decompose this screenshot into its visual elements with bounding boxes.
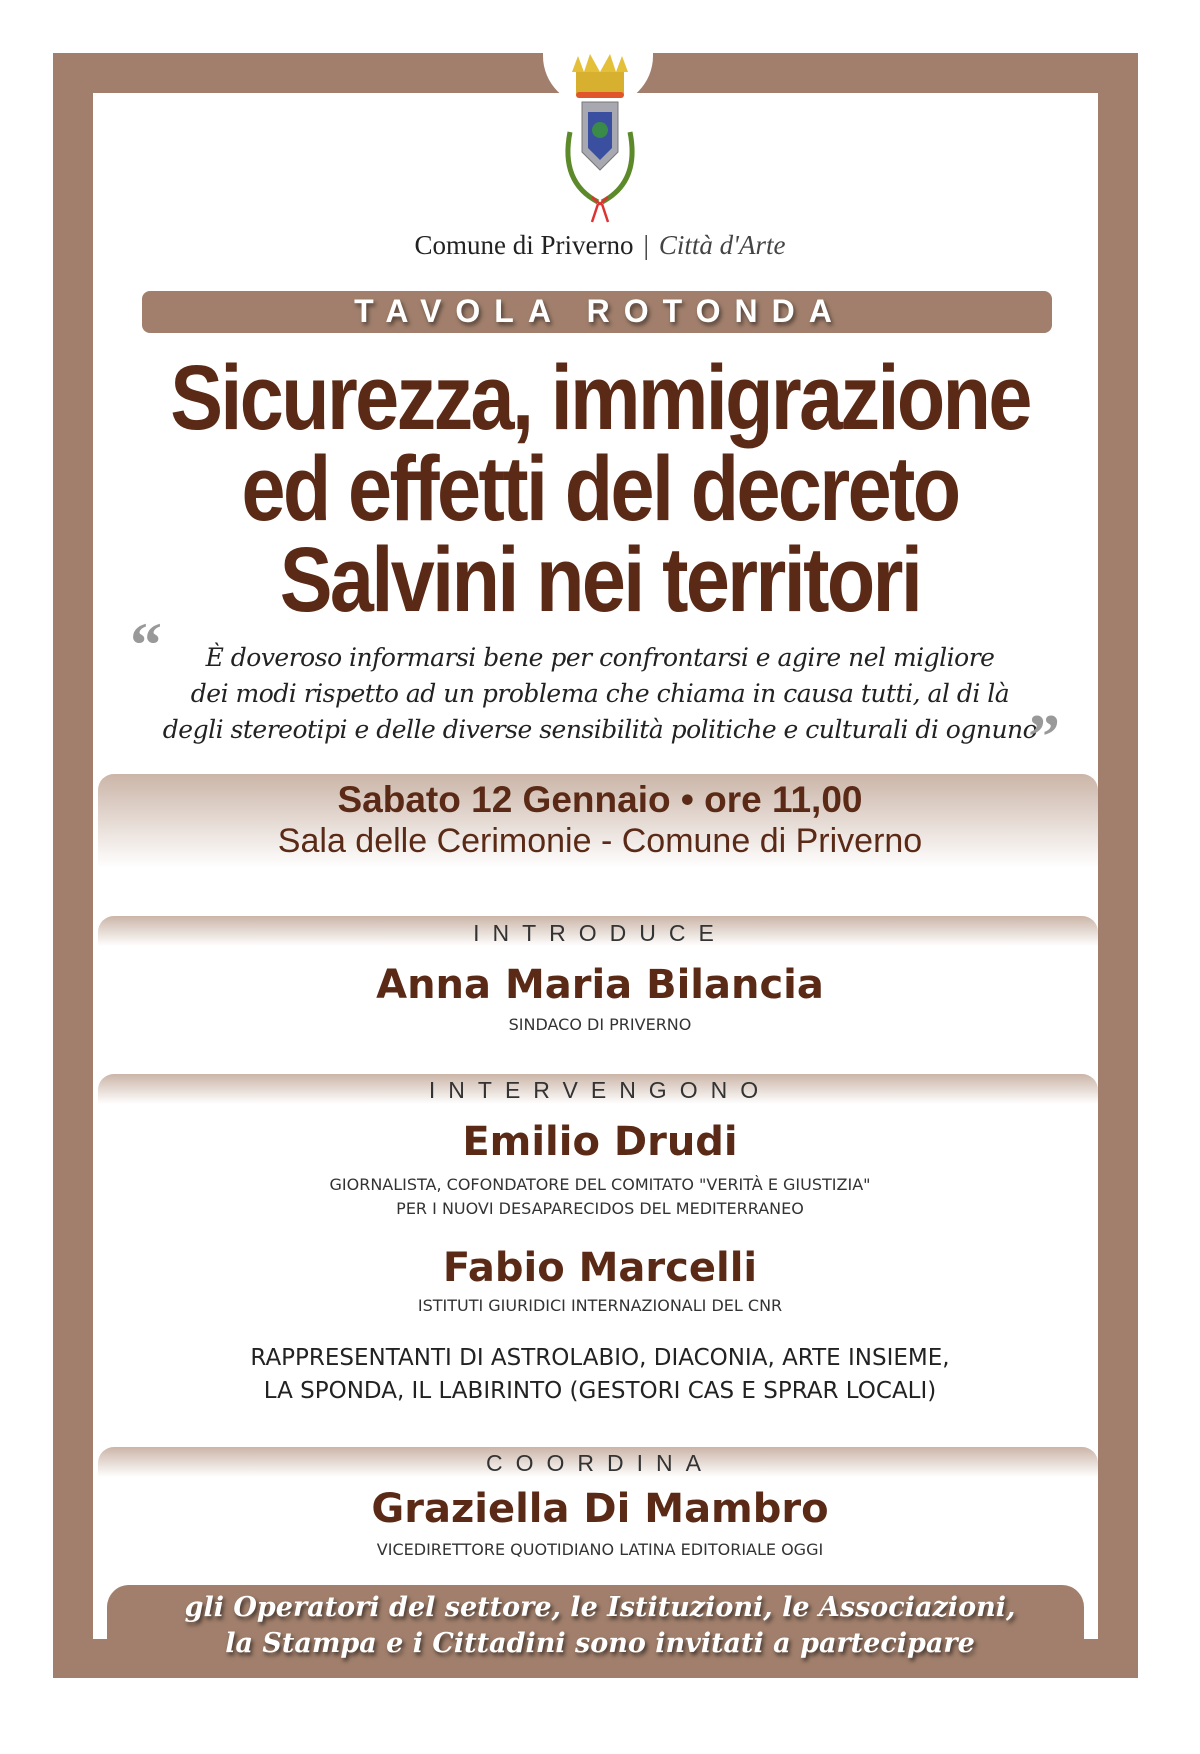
moderator-name: Graziella Di Mambro [371,1486,829,1532]
speaker-role [0,1173,1200,1221]
coat-of-arms-icon [520,52,680,252]
title-line-3: Salvini nei territori [279,529,921,631]
introducer-role: SINDACO DI PRIVERNO [508,1015,692,1034]
intervengono-label: INTERVENGONO [428,1077,772,1103]
speaker-name: Fabio Marcelli [442,1245,758,1291]
municipality-name: Comune di Priverno [414,230,634,260]
header-separator: | [643,230,649,260]
representatives [0,1342,1200,1408]
municipality-header [0,230,1200,261]
speaker-role [0,1294,1200,1318]
introduce-label: INTRODUCE [473,920,727,946]
moderator-role: VICEDIRETTORE QUOTIDIANO LATINA EDITORIALE OGGI [376,1540,824,1559]
speaker-role-line: GIORNALISTA, COFONDATORE DEL COMITATO "VERITÀ E GIUSTIZIA" [329,1175,871,1194]
quote-text [0,640,1200,748]
quote-close-icon: ” [1028,701,1060,772]
event-type: TAVOLA ROTONDA [354,293,846,329]
invite-line: la Stampa e i Cittadini sono invitati a partecipare [225,1628,975,1659]
invite-text [0,1590,1200,1662]
introducer-name: Anna Maria Bilancia [376,962,824,1008]
speaker-role-line: PER I NUOVI DESAPARECIDOS DEL MEDITERRANEO [396,1199,804,1218]
quote-open-icon: “ [130,609,162,680]
crown-icon [572,54,628,98]
speaker-role-line: ISTITUTI GIURIDICI INTERNAZIONALI DEL CNR [417,1296,783,1315]
event-place: Sala delle Cerimonie - Comune di Priverno [277,822,923,860]
quote-line: degli stereotipi e delle diverse sensibilità politiche e culturali di ognuno [162,715,1038,744]
speaker-name: Emilio Drudi [462,1119,738,1165]
representatives-line: RAPPRESENTANTI DI ASTROLABIO, DIACONIA, ARTE INSIEME, [250,1345,950,1371]
city-tagline: Città d'Arte [658,230,786,260]
invite-line: gli Operatori del settore, le Istituzioni, le Associazioni, [184,1592,1016,1623]
title-line-1: Sicurezza, immigrazione [170,347,1030,449]
quote-line: dei modi rispetto ad un problema che chiama in causa tutti, al di là [190,679,1010,708]
title-line-2: ed effetti del decreto [241,438,959,540]
representatives-line: LA SPONDA, IL LABIRINTO (GESTORI CAS E SPRAR LOCALI) [263,1378,937,1404]
coordina-label: COORDINA [486,1450,714,1476]
event-date: Sabato 12 Gennaio • ore 11,00 [337,779,863,820]
quote-line: È doveroso informarsi bene per confrontarsi e agire nel migliore [205,643,995,672]
